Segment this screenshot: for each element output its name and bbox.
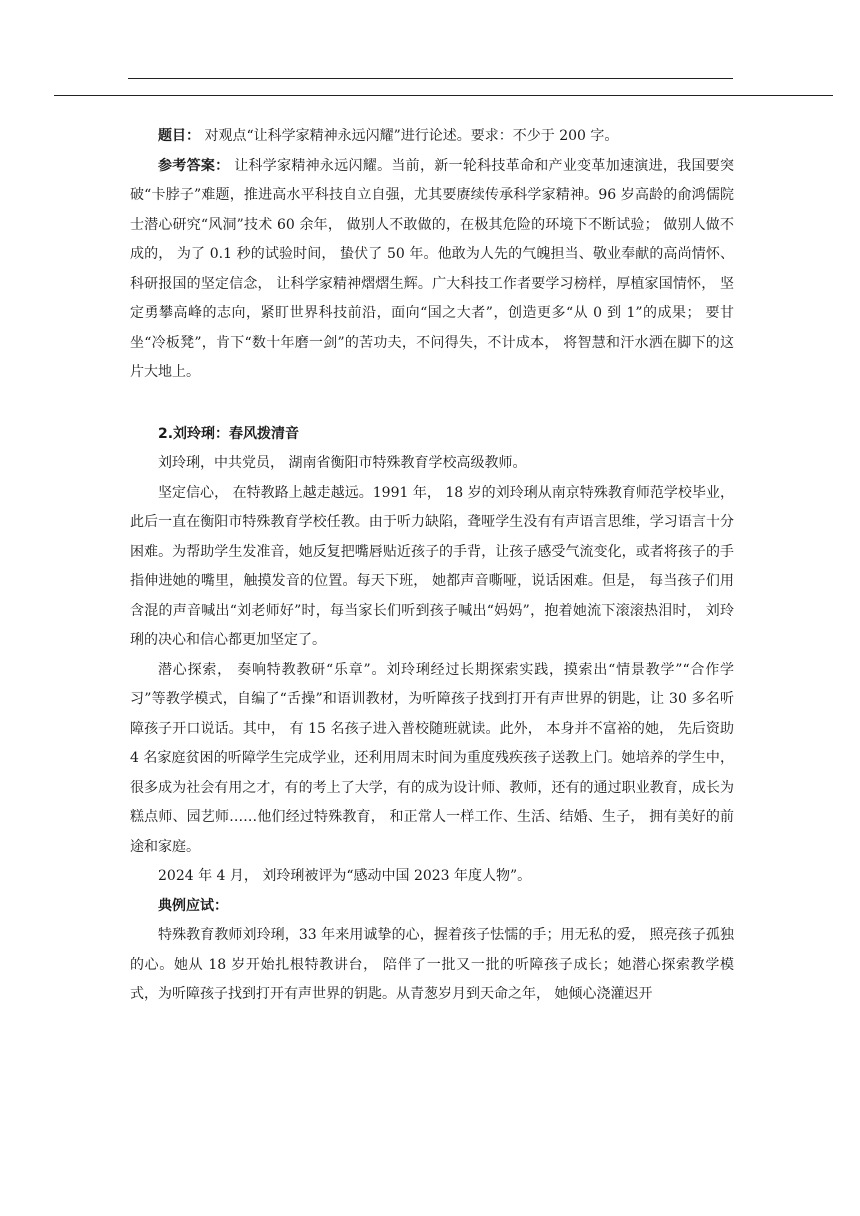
answer-paragraph	[130, 152, 734, 388]
answer-label: 参考答案：	[158, 157, 230, 174]
question-text: 对观点“让科学家精神永远闪耀”进行论述。要求：不少于 200 字。	[204, 128, 619, 144]
answer-text: 让科学家精神永远闪耀。当前，新一轮科技革命和产业变革加速演进，我国要突破“卡脖子”难题，推进高水平科技自立自强，尤其要赓续传承科学家精神。96 岁高龄的俞鸿儒院士潜心研究“风洞”技术 60 余年， 做别人不敢做的，在极其危险的环境下不断试验； 做别人做不成的， 为了 0.1 秒的试验时间， 蛰伏了 50 年。他敢为人先的气魄担当、敬业奉献的高尚情怀、科研报国的坚定信念， 让科学家精神熠熠生辉。广大科技工作者要学习榜样，厚植家国情怀， 坚定勇攀高峰的志向，紧盯世界科技前沿，面向“国之大者”，创造更多“从 0 到 1”的成果； 要甘坐“冷板凳”，肯下“数十年磨一剑”的苦功夫，不问得失，不计成本， 将智慧和汗水洒在脚下的这片大地上。	[130, 157, 735, 380]
bio-paragraph: 刘玲琍，中共党员， 湖南省衡阳市特殊教育学校高级教师。	[158, 455, 527, 471]
section-heading: 2.刘玲琍：春风拨清音	[158, 425, 300, 442]
document-body	[130, 122, 734, 1010]
question-paragraph	[130, 122, 734, 152]
example-paragraph: 特殊教育教师刘玲琍，33 年来用诚挚的心，握着孩子怯懦的手；用无私的爱， 照亮孩子孤独的心。她从 18 岁开始扎根特教讲台， 陪伴了一批又一批的听障孩子成长；她潜心探索教学模式，为听障孩子找到打开有声世界的钥匙。从青葱岁月到天命之年， 她倾心浇灌迟开	[130, 927, 734, 1002]
exploration-paragraph: 潜心探索， 奏响特教教研“乐章”。刘玲琍经过长期探索实践，摸索出“情景教学”“合作学习”等教学模式，自编了“舌操”和语训教材，为听障孩子找到打开有声世界的钥匙，让 30 多名听障孩子开口说话。其中， 有 15 名孩子进入普校随班就读。此外， 本身并不富裕的她， 先后资助 4 名家庭贫困的听障学生完成学业，还利用周末时间为重度残疾孩子送教上门。她培养的学生中，很多成为社会有用之才，有的考上了大学，有的成为设计师、教师，还有的通过职业教育，成长为糕点师、园艺师……他们经过特殊教育， 和正常人一样工作、生活、结婚、生子， 拥有美好的前途和家庭。	[130, 661, 734, 855]
confidence-paragraph: 坚定信心， 在特教路上越走越远。1991 年， 18 岁的刘玲琍从南京特殊教育师范学校毕业， 此后一直在衡阳市特殊教育学校任教。由于听力缺陷，聋哑学生没有有声语言思维，学习语言十分困难。为帮助学生发准音，她反复把嘴唇贴近孩子的手背，让孩子感受气流变化，或者将孩子的手指伸进她的嘴里，触摸发音的位置。每天下班， 她都声音嘶哑，说话困难。但是， 每当孩子们用含混的声音喊出“刘老师好”时，每当家长们听到孩子喊出“妈妈”，抱着她流下滚滚热泪时， 刘玲琍的决心和信心都更加坚定了。	[130, 484, 734, 648]
award-paragraph: 2024 年 4 月， 刘玲琍被评为“感动中国 2023 年度人物”。	[158, 868, 532, 884]
question-label: 题目：	[158, 128, 200, 144]
example-heading: 典例应试：	[158, 897, 228, 914]
header-rule-long	[54, 95, 833, 96]
header-rule-short	[128, 78, 733, 79]
